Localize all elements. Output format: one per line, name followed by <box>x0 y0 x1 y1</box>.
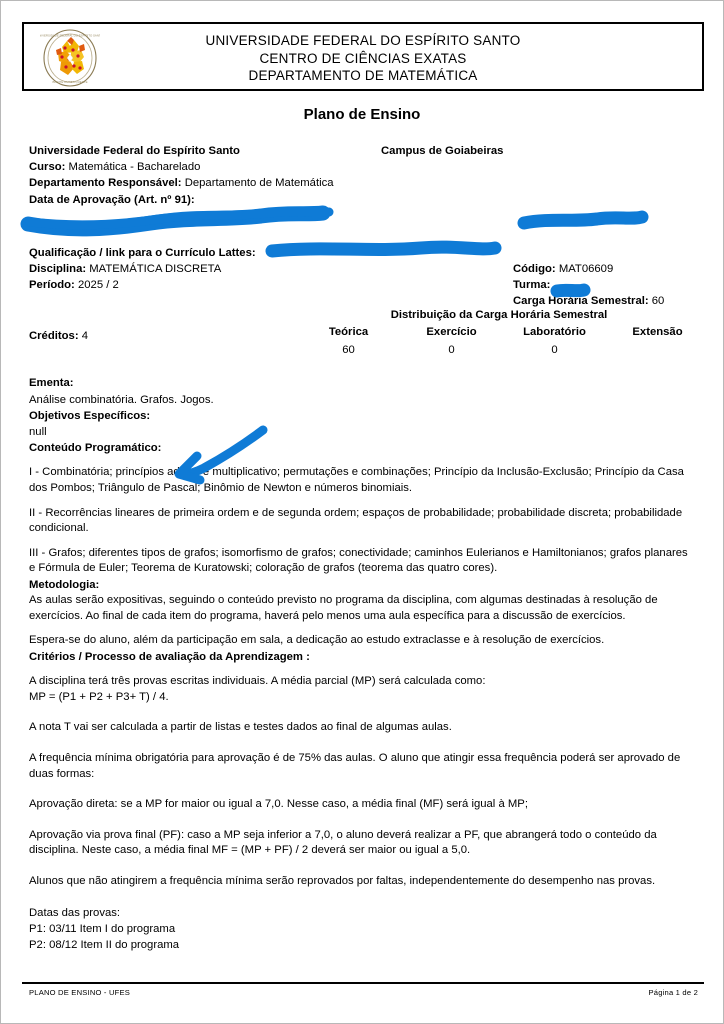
metodologia-paragraph-1: As aulas serão expositivas, seguindo o conteúdo previsto no programa da disciplina, com algumas destinadas à resolução de exercícios. Ao final de cada item do programa, haverá pelo menos uma aula específica para a discussão de exercícios. <box>29 594 658 622</box>
page-title: Plano de Ensino <box>303 106 421 123</box>
disciplina-row <box>29 261 697 277</box>
conteudo-item-2: II - Recorrências lineares de primeira ordem e de segunda ordem; espaços de probabilidade; probabilidade discreta; probabilidade condicional. <box>29 506 683 535</box>
data-aprovacao-label: Data de Aprovação (Art. nº 91): <box>29 193 195 206</box>
footer-page-number: Página 1 de 2 <box>648 988 698 997</box>
conteudo-item-3: III - Grafos; diferentes tipos de grafos; isomorfismo de grafos; conectividade; caminhos Eulerianos e Hamiltonianos; grafos planares e Fórmula de Euler; Teorema de Kuratowski; coloração de grafos (teorema das quatro cores). <box>29 546 688 575</box>
periodo-label: Período: <box>29 279 75 292</box>
datas-provas-item-2: P2: 08/12 Item II do programa <box>29 938 180 951</box>
criterios-formula-mp: MP = (P1 + P2 + P3+ T) / 4. <box>29 690 169 703</box>
criterios-paragraph-nota-t: A nota T vai ser calculada a partir de listas e testes dados ao final de algumas aulas. <box>29 721 452 734</box>
header-line-department: DEPARTAMENTO DE MATEMÁTICA <box>248 68 478 83</box>
institution-header-box <box>22 22 704 91</box>
conteudo-item-1: I - Combinatória; princípios aditivo e multiplicativo; permutações e combinações; Princípio da Inclusão-Exclusão; Princípio da Casa dos Pombos; Triângulo de Pascal; Binômio de Newton e números binomiais. <box>29 466 684 495</box>
ementa-text: Análise combinatória. Grafos. Jogos. <box>29 393 214 406</box>
conteudo-programatico-label: Conteúdo Programático: <box>29 442 162 455</box>
carga-horaria-distribution-title: Distribuição da Carga Horária Semestral <box>390 309 608 322</box>
periodo-row <box>29 277 697 293</box>
datas-provas-label: Datas das provas: <box>29 906 121 919</box>
svg-text:UNIVERSIDADE FEDERAL DO ESPÍRI: UNIVERSIDADE FEDERAL DO ESPÍRITO SANTO <box>40 33 100 38</box>
col-header-laboratorio: Laboratório <box>523 326 586 339</box>
carga-horaria-value: 60 <box>651 295 665 308</box>
metodologia-label: Metodologia: <box>29 579 100 591</box>
col-header-teorica: Teórica <box>328 326 369 339</box>
creditos-label: Créditos: <box>29 330 79 343</box>
col-header-extensao: Extensão <box>632 326 683 339</box>
carga-horaria-row <box>29 293 697 309</box>
institution-header-text <box>24 32 702 85</box>
criterios-label: Critérios / Processo de avaliação da Aprendizagem : <box>29 650 310 663</box>
document-body <box>29 143 697 953</box>
creditos-value: 4 <box>81 330 89 343</box>
col-value-teorica: 60 <box>342 344 355 357</box>
objetivos-label: Objetivos Específicos: <box>29 409 151 422</box>
col-value-extensao <box>606 344 709 356</box>
col-value-laboratorio: 0 <box>551 344 558 357</box>
datas-provas-item-1: P1: 03/11 Item I do programa <box>29 922 176 935</box>
departamento-label: Departamento Responsável: <box>29 177 182 190</box>
disciplina-value: MATEMÁTICA DISCRETA <box>89 263 222 276</box>
col-value-exercicio: 0 <box>448 344 455 357</box>
header-line-university: UNIVERSIDADE FEDERAL DO ESPÍRITO SANTO <box>205 33 521 48</box>
codigo-label: Código: <box>513 263 556 276</box>
col-header-exercicio: Exercício <box>426 326 477 339</box>
criterios-paragraph-prova-final: Aprovação via prova final (PF): caso a MP seja inferior a 7,0, o aluno deverá realizar a PF, que abrangerá todo o conteúdo da disciplina. Neste caso, a média final MF = (MP + PF) / 2 deverá ser maior ou igual a 5,0. <box>29 828 657 857</box>
departamento-row <box>29 175 697 191</box>
redacted-signature-gap <box>29 208 697 223</box>
footer-divider <box>22 982 704 984</box>
university-name: Universidade Federal do Espírito Santo <box>29 145 240 157</box>
svg-text:BONITE OMNES QUENTE: BONITE OMNES QUENTE <box>52 80 88 84</box>
campus-name: Campus de Goiabeiras <box>381 145 504 157</box>
departamento-value: Departamento de Matemática <box>184 177 334 190</box>
lattes-label: Qualificação / link para o Currículo Lattes: <box>29 246 256 259</box>
criterios-paragraph-aprovacao-direta: Aprovação direta: se a MP for maior ou igual a 7,0. Nesse caso, a média final (MF) será igual à MP; <box>29 798 528 811</box>
disciplina-label: Disciplina: <box>29 263 87 276</box>
objetivos-text: null <box>29 426 47 439</box>
codigo-value: MAT06609 <box>558 263 614 276</box>
curso-row <box>29 159 697 175</box>
criterios-paragraph-frequencia: A frequência mínima obrigatória para aprovação é de 75% das aulas. O aluno que atingir essa frequência poderá ser aprovado de duas formas: <box>29 751 681 780</box>
carga-horaria-label: Carga Horária Semestral: <box>513 295 649 308</box>
identification-block <box>29 143 697 159</box>
criterios-paragraph-1: A disciplina terá três provas escritas individuais. A média parcial (MP) será calculada como: <box>29 675 486 688</box>
header-line-center: CENTRO DE CIÊNCIAS EXATAS <box>259 50 467 66</box>
footer-document-label: PLANO DE ENSINO - UFES <box>29 988 131 997</box>
criterios-paragraph-reprovacao-faltas: Alunos que não atingirem a frequência mínima serão reprovados por faltas, independentemente do desempenho nas provas. <box>29 874 656 887</box>
curso-value: Matemática - Bacharelado <box>68 161 201 174</box>
curso-label: Curso: <box>29 161 66 174</box>
data-aprovacao-row <box>29 192 697 208</box>
carga-horaria-grid <box>297 326 709 356</box>
lattes-row <box>29 245 697 261</box>
ementa-label: Ementa: <box>29 377 74 390</box>
creditos-row <box>29 330 88 342</box>
carga-horaria-distribution-table <box>29 309 697 365</box>
periodo-value: 2025 / 2 <box>77 279 119 292</box>
metodologia-paragraph-2: Espera-se do aluno, além da participação em sala, a dedicação ao estudo extraclasse e à resolução de exercícios. <box>29 634 605 647</box>
redacted-names-row <box>29 223 697 245</box>
turma-label: Turma: <box>513 279 551 292</box>
